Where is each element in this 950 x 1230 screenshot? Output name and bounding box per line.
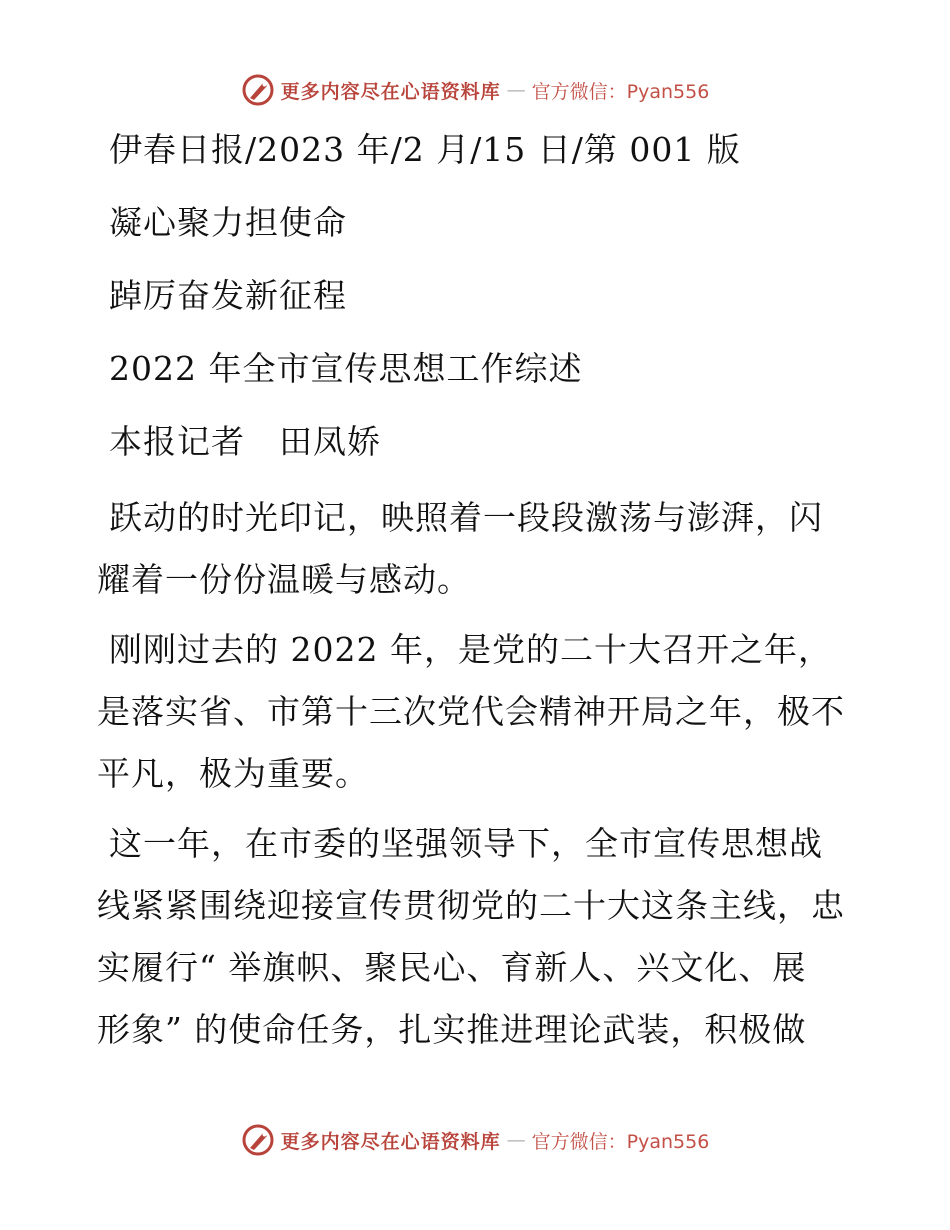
pen-logo-icon — [241, 73, 275, 107]
paragraph-line: 刚刚过去的 2022 年，是党的二十大召开之年， — [109, 630, 832, 669]
paragraph-3 — [97, 813, 857, 1061]
pen-logo-icon — [241, 1123, 275, 1157]
dateline: 伊春日报/2023 年/2 月/15 日/第 001 版 — [109, 130, 741, 169]
paragraph-2 — [97, 619, 857, 805]
banner-separator: — — [506, 1129, 526, 1151]
paragraph-1 — [97, 487, 857, 611]
banner-site-name: 更多内容尽在心语资料库 — [280, 1130, 501, 1153]
article-subtitle: 2022 年全市宣传思想工作综述 — [109, 349, 583, 388]
banner-site-name: 更多内容尽在心语资料库 — [280, 80, 501, 103]
paragraph-line: 线紧紧围绕迎接宣传贯彻党的二十大这条主线，忠 — [97, 886, 845, 925]
header-watermark-banner — [0, 70, 950, 110]
byline: 本报记者 田凤娇 — [109, 422, 381, 461]
headline-primary: 凝心聚力担使命 — [109, 203, 347, 242]
article-body — [97, 122, 857, 1061]
paragraph-line: 耀着一份份温暖与感动。 — [97, 560, 471, 599]
footer-watermark-banner — [0, 1120, 950, 1160]
paragraph-line: 是落实省、市第十三次党代会精神开局之年，极不 — [97, 692, 845, 731]
paragraph-line: 平凡，极为重要。 — [97, 754, 369, 793]
paragraph-line: 实履行“ 举旗帜、聚民心、育新人、兴文化、展 — [97, 948, 807, 987]
paragraph-line: 形象” 的使命任务，扎实推进理论武装，积极做 — [97, 1010, 807, 1049]
banner-separator: — — [506, 79, 526, 101]
paragraph-line: 跃动的时光印记，映照着一段段激荡与澎湃，闪 — [109, 498, 823, 537]
headline-secondary: 踔厉奋发新征程 — [109, 276, 347, 315]
banner-wechat-id: 官方微信：Pyan556 — [531, 80, 710, 103]
banner-wechat-id: 官方微信：Pyan556 — [531, 1130, 710, 1153]
paragraph-line: 这一年，在市委的坚强领导下，全市宣传思想战 — [109, 824, 823, 863]
